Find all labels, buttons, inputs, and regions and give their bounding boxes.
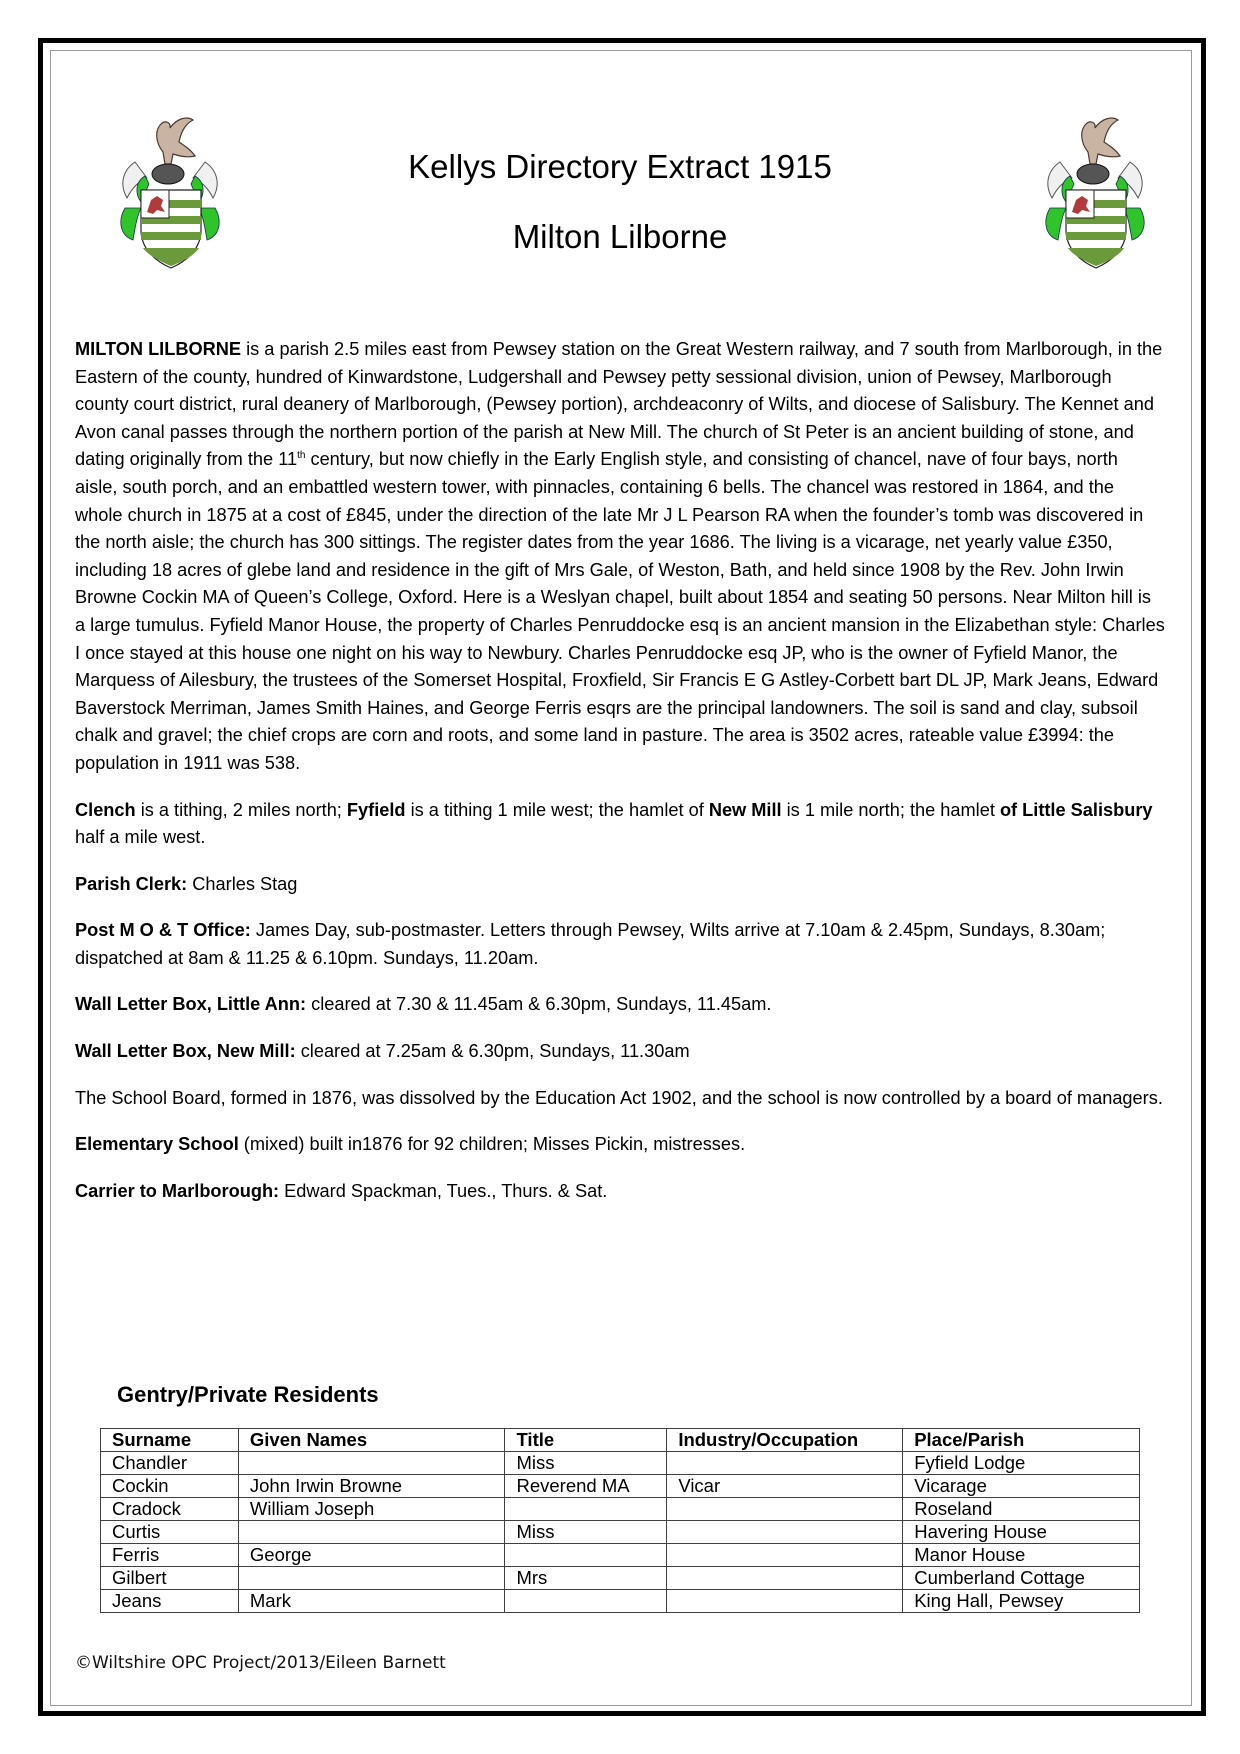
hamlet-text: half a mile west. bbox=[75, 827, 206, 848]
cell-surname: Gilbert bbox=[101, 1567, 239, 1590]
school-board-paragraph: The School Board, formed in 1876, was dissolved by the Education Act 1902, and the school is now controlled by a board of managers. bbox=[75, 1087, 1163, 1108]
intro-paragraph bbox=[75, 336, 1165, 778]
cell-occupation bbox=[667, 1567, 903, 1590]
column-header: Surname bbox=[101, 1429, 239, 1452]
elementary-school-entry bbox=[75, 1131, 1165, 1159]
column-header: Place/Parish bbox=[903, 1429, 1140, 1452]
entry-label: Parish Clerk: bbox=[75, 873, 188, 894]
entry-text: Charles Stag bbox=[187, 873, 298, 894]
cell-place: Roseland bbox=[903, 1498, 1140, 1521]
entry-label: Post M O & T Office: bbox=[75, 920, 251, 941]
cell-given-names: William Joseph bbox=[238, 1498, 505, 1521]
cell-surname: Curtis bbox=[101, 1521, 239, 1544]
cell-occupation bbox=[667, 1590, 903, 1613]
entry-label: Wall Letter Box, New Mill: bbox=[75, 1041, 296, 1062]
hamlets-paragraph bbox=[75, 797, 1165, 852]
document-title: Kellys Directory Extract 1915 bbox=[408, 148, 832, 185]
cell-title: Mrs bbox=[505, 1567, 667, 1590]
cell-surname: Cradock bbox=[101, 1498, 239, 1521]
cell-title: Reverend MA bbox=[505, 1475, 667, 1498]
hamlet-name: New Mill bbox=[708, 799, 782, 820]
column-header: Title bbox=[505, 1429, 667, 1452]
column-header: Industry/Occupation bbox=[667, 1429, 903, 1452]
cell-occupation bbox=[667, 1498, 903, 1521]
table-row bbox=[101, 1590, 1140, 1613]
cell-given-names bbox=[238, 1452, 505, 1475]
intro-text: is a parish 2.5 miles east from Pewsey station on the Great Western railway, and 7 south from Marlborough, in the Eastern of the county, hundred of Kinwardstone, Ludgershall and Pewsey petty sessional division, union of Pewsey, Marlborough county court district, rural deanery of Marlborough, (Pewsey portion), archdeaconry of Wilts, and diocese of Salisbury. The Kennet and Avon canal passes through the northern portion of the parish at New Mill. The church of St Peter is an ancient building of stone, and dating originally from the 11 bbox=[75, 339, 1163, 470]
cell-place: Fyfield Lodge bbox=[903, 1452, 1140, 1475]
table-header-row bbox=[101, 1429, 1140, 1452]
residents-heading: Gentry/Private Residents bbox=[117, 1382, 379, 1407]
cell-occupation bbox=[667, 1452, 903, 1475]
letter-box-little-ann-entry bbox=[75, 991, 1165, 1019]
intro-text-continued: century, but now chiefly in the Early English style, and consisting of chancel, nave of four bays, north aisle, south porch, and an embattled western tower, with pinnacles, containing 6 bells. The chancel was restored in 1864, and the whole church in 1875 at a cost of £845, under the direction of the late Mr J L Pearson RA when the founder’s tomb was discovered in the north aisle; the church has 300 sittings. The register dates from the year 1686. The living is a vicarage, net yearly value £350, including 18 acres of glebe land and residence in the gift of Mrs Gale, of Weston, Bath, and held since 1908 by the Rev. John Irwin Browne Cockin MA of Queen’s College, Oxford. Here is a Weslyan chapel, built about 1854 and seating 50 persons. Near Milton hill is a large tumulus. Fyfield Manor House, the property of Charles Penruddocke esq is an ancient mansion in the Elizabethan style: Charles I once stayed at this house one night on his way to Newbury. Charles Penruddocke esq JP, who is the owner of Fyfield Manor, the Marquess of Ailesbury, the trustees of the Somerset Hospital, Froxfield, Sir Francis E G Astley-Corbett bart DL JP, Mark Jeans, Edward Baverstock Merriman, James Smith Haines, and George Ferris esqrs are the principal landowners. The soil is sand and clay, subsoil chalk and gravel; the chief crops are corn and roots, and some land in pasture. The area is 3502 acres, rateable value £3994: the population in 1911 was 538. bbox=[75, 449, 1165, 773]
table-row bbox=[101, 1567, 1140, 1590]
cell-place: Havering House bbox=[903, 1521, 1140, 1544]
cell-occupation bbox=[667, 1521, 903, 1544]
letter-box-new-mill-entry bbox=[75, 1038, 1165, 1066]
cell-place: Manor House bbox=[903, 1544, 1140, 1567]
table-row bbox=[101, 1521, 1140, 1544]
cell-surname: Ferris bbox=[101, 1544, 239, 1567]
cell-occupation bbox=[667, 1544, 903, 1567]
document-subtitle: Milton Lilborne bbox=[512, 218, 728, 255]
cell-place: Vicarage bbox=[903, 1475, 1140, 1498]
cell-surname: Chandler bbox=[101, 1452, 239, 1475]
entry-text: cleared at 7.30 & 11.45am & 6.30pm, Sundays, 11.45am. bbox=[306, 994, 772, 1015]
hamlet-text: is a tithing 1 mile west; the hamlet of bbox=[405, 799, 709, 820]
entry-label: Carrier to Marlborough: bbox=[75, 1180, 280, 1201]
document-body bbox=[75, 336, 1165, 1224]
entry-text: (mixed) built in1876 for 92 children; Misses Pickin, mistresses. bbox=[238, 1134, 746, 1155]
ordinal-suffix: th bbox=[297, 450, 306, 462]
post-office-entry bbox=[75, 917, 1165, 972]
entry-text: James Day, sub-postmaster. Letters through Pewsey, Wilts arrive at 7.10am & 2.45pm, Sundays, 8.30am; dispatched at 8am & 11.25 & 6.10pm. Sundays, 11.20am. bbox=[75, 920, 1106, 968]
cell-title: Miss bbox=[505, 1521, 667, 1544]
parish-name: MILTON LILBORNE bbox=[75, 339, 242, 359]
entry-text: cleared at 7.25am & 6.30pm, Sundays, 11.30am bbox=[295, 1041, 690, 1062]
cell-surname: Cockin bbox=[101, 1475, 239, 1498]
cell-given-names bbox=[238, 1567, 505, 1590]
entry-label: Elementary School bbox=[75, 1134, 239, 1155]
hamlet-text: is 1 mile north; the hamlet bbox=[781, 799, 1000, 820]
cell-title bbox=[505, 1498, 667, 1521]
cell-surname: Jeans bbox=[101, 1590, 239, 1613]
table-row bbox=[101, 1498, 1140, 1521]
cell-given-names bbox=[238, 1521, 505, 1544]
table-row bbox=[101, 1475, 1140, 1498]
hamlet-name: of Little Salisbury bbox=[999, 799, 1153, 820]
cell-title bbox=[505, 1590, 667, 1613]
hamlet-text: is a tithing, 2 miles north; bbox=[135, 799, 347, 820]
cell-given-names: Mark bbox=[238, 1590, 505, 1613]
table-row bbox=[101, 1544, 1140, 1567]
parish-clerk-entry bbox=[75, 871, 1165, 899]
cell-place: King Hall, Pewsey bbox=[903, 1590, 1140, 1613]
cell-occupation: Vicar bbox=[667, 1475, 903, 1498]
carrier-entry bbox=[75, 1178, 1165, 1206]
cell-given-names: John Irwin Browne bbox=[238, 1475, 505, 1498]
copyright-footer: ©Wiltshire OPC Project/2013/Eileen Barnett bbox=[75, 1653, 446, 1673]
cell-title bbox=[505, 1544, 667, 1567]
entry-label: Wall Letter Box, Little Ann: bbox=[75, 994, 307, 1015]
residents-table bbox=[100, 1428, 1140, 1613]
cell-title: Miss bbox=[505, 1452, 667, 1475]
hamlet-name: Fyfield bbox=[346, 799, 406, 820]
cell-place: Cumberland Cottage bbox=[903, 1567, 1140, 1590]
entry-text: Edward Spackman, Tues., Thurs. & Sat. bbox=[279, 1180, 608, 1201]
column-header: Given Names bbox=[238, 1429, 505, 1452]
cell-given-names: George bbox=[238, 1544, 505, 1567]
hamlet-name: Clench bbox=[75, 799, 136, 820]
table-row bbox=[101, 1452, 1140, 1475]
